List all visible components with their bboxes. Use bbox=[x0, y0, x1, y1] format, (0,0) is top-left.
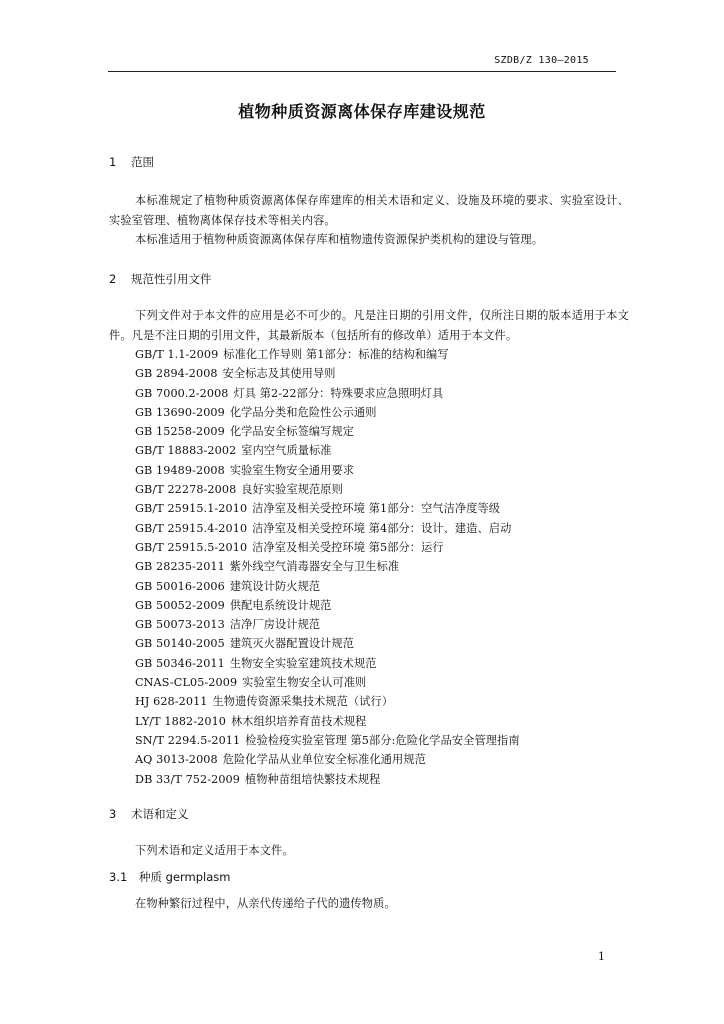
reference-title: 林木组织培养育苗技术规程 bbox=[231, 714, 367, 728]
reference-code: GB 50016-2006 bbox=[135, 579, 225, 593]
reference-code: GB 50140-2005 bbox=[135, 637, 225, 651]
reference-item bbox=[135, 673, 520, 692]
scope-paragraph-2: 本标准适用于植物种质资源离体保存库和植物遗传资源保护类机构的建设与管理。 bbox=[135, 233, 544, 246]
reference-title: 化学品分类和危险性公示通则 bbox=[229, 405, 377, 419]
reference-code: GB/T 25915.5-2010 bbox=[135, 540, 248, 554]
term-heading-germplasm bbox=[109, 869, 231, 885]
reference-code: LY/T 1882-2010 bbox=[135, 714, 227, 728]
standard-code: SZDB/Z 130—2015 bbox=[494, 55, 589, 66]
page-number: 1 bbox=[598, 950, 605, 963]
reference-item bbox=[135, 654, 520, 673]
reference-code: GB 7000.2-2008 bbox=[135, 386, 229, 400]
reference-item bbox=[135, 441, 520, 460]
reference-title: 供配电系统设计规范 bbox=[229, 598, 332, 612]
reference-title: 实验室生物安全认可准则 bbox=[242, 676, 367, 690]
terms-intro: 下列术语和定义适用于本文件。 bbox=[135, 844, 294, 857]
reference-title: 安全标志及其使用导则 bbox=[222, 367, 336, 381]
reference-title: 生物遗传资源采集技术规范（试行） bbox=[212, 695, 394, 709]
reference-item bbox=[135, 519, 520, 538]
reference-item bbox=[135, 403, 520, 422]
reference-code: DB 33/T 752-2009 bbox=[135, 772, 240, 786]
section-heading-terms bbox=[109, 806, 189, 822]
reference-title: 检验检疫实验室管理 第5部分:危险化学品安全管理指南 bbox=[245, 733, 520, 747]
section-number: 1 bbox=[109, 155, 117, 169]
reference-title: 危险化学品从业单位安全标准化通用规范 bbox=[222, 753, 426, 767]
reference-code: SN/T 2294.5-2011 bbox=[135, 733, 241, 747]
reference-item bbox=[135, 345, 520, 364]
reference-title: 植物种苗组培快繁技术规程 bbox=[244, 772, 381, 786]
reference-title: 生物安全实验室建筑技术规范 bbox=[229, 656, 377, 670]
references-intro: 下列文件对于本文件的应用是必不可少的。凡是注日期的引用文件，仅所注日期的版本适用于本文件。凡是不注日期的引用文件，其最新版本（包括所有的修改单）适用于本文件。 bbox=[109, 309, 629, 342]
reference-code: GB/T 18883-2002 bbox=[135, 444, 237, 458]
reference-item bbox=[135, 499, 520, 518]
section-number: 2 bbox=[109, 272, 117, 286]
reference-item bbox=[135, 615, 520, 634]
reference-item bbox=[135, 480, 520, 499]
reference-code: GB 50346-2011 bbox=[135, 656, 225, 670]
reference-title: 建筑灭火器配置设计规范 bbox=[229, 637, 355, 651]
reference-item bbox=[135, 596, 520, 615]
header-rule bbox=[108, 71, 616, 72]
reference-title: 洁净室及相关受控环境 第1部分：空气洁净度等级 bbox=[252, 502, 501, 516]
reference-code: GB/T 25915.1-2010 bbox=[135, 502, 248, 516]
reference-item bbox=[135, 577, 520, 596]
reference-item bbox=[135, 422, 520, 441]
reference-code: GB/T 25915.4-2010 bbox=[135, 521, 248, 535]
reference-code: GB 50052-2009 bbox=[135, 598, 225, 612]
term-number: 3.1 bbox=[109, 870, 128, 884]
reference-title: 洁净室及相关受控环境 第5部分：运行 bbox=[252, 540, 444, 554]
reference-title: 室内空气质量标准 bbox=[241, 444, 332, 458]
reference-code: GB 2894-2008 bbox=[135, 367, 218, 381]
reference-item bbox=[135, 557, 520, 576]
section-heading-scope bbox=[109, 154, 154, 170]
reference-item bbox=[135, 712, 520, 731]
reference-code: GB 13690-2009 bbox=[135, 405, 225, 419]
reference-item bbox=[135, 364, 520, 383]
reference-code: GB/T 22278-2008 bbox=[135, 483, 237, 497]
reference-code: CNAS-CL05-2009 bbox=[135, 676, 238, 690]
section-title: 范围 bbox=[131, 155, 154, 169]
reference-title: 紫外线空气消毒器安全与卫生标准 bbox=[229, 560, 400, 574]
reference-title: 标准化工作导则 第1部分：标准的结构和编写 bbox=[223, 348, 449, 361]
reference-code: GB 50073-2013 bbox=[135, 618, 225, 632]
reference-title: 洁净厂房设计规范 bbox=[229, 618, 321, 632]
reference-title: 化学品安全标签编写规定 bbox=[229, 425, 355, 439]
reference-code: AQ 3013-2008 bbox=[135, 753, 218, 767]
reference-item bbox=[135, 731, 520, 750]
section-title: 术语和定义 bbox=[131, 807, 189, 821]
reference-item bbox=[135, 750, 520, 769]
reference-title: 良好实验室规范原则 bbox=[241, 483, 343, 497]
term-definition-germplasm: 在物种繁衍过程中，从亲代传递给子代的遗传物质。 bbox=[135, 897, 396, 910]
reference-title: 洁净室及相关受控环境 第4部分：设计、建造、启动 bbox=[252, 521, 512, 535]
reference-title: 建筑设计防火规范 bbox=[229, 579, 321, 593]
reference-item bbox=[135, 692, 520, 711]
reference-code: GB/T 1.1-2009 bbox=[135, 348, 219, 361]
reference-item bbox=[135, 538, 520, 557]
reference-item bbox=[135, 384, 520, 403]
document-title: 植物种质资源离体保存库建设规范 bbox=[238, 102, 486, 121]
section-number: 3 bbox=[109, 807, 117, 821]
section-heading-normative-references bbox=[109, 271, 212, 287]
section-title: 规范性引用文件 bbox=[131, 272, 212, 286]
reference-title: 实验室生物安全通用要求 bbox=[229, 463, 355, 477]
reference-item bbox=[135, 634, 520, 653]
reference-code: GB 28235-2011 bbox=[135, 560, 225, 574]
reference-code: GB 19489-2008 bbox=[135, 463, 225, 477]
term-name: 种质 germplasm bbox=[139, 870, 231, 884]
reference-title: 灯具 第2-22部分：特殊要求应急照明灯具 bbox=[233, 386, 444, 400]
reference-item bbox=[135, 770, 520, 789]
reference-code: GB 15258-2009 bbox=[135, 425, 225, 439]
reference-code: HJ 628-2011 bbox=[135, 695, 208, 709]
reference-item bbox=[135, 461, 520, 480]
reference-list bbox=[135, 345, 520, 789]
scope-paragraph-1: 本标准规定了植物种质资源离体保存库建库的相关术语和定义、设施及环境的要求、实验室设计、实验室管理、植物离体保存技术等相关内容。 bbox=[109, 194, 629, 227]
